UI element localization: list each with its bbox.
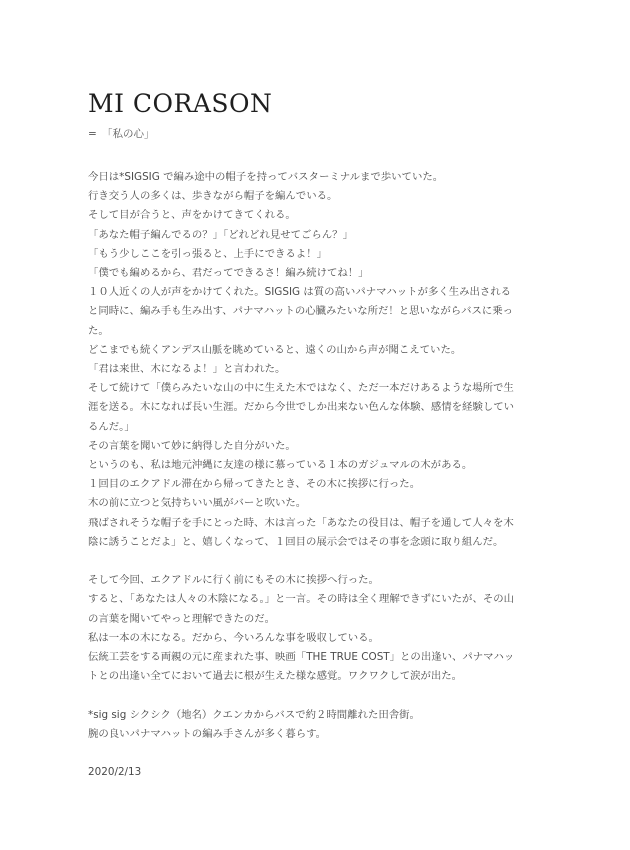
text-line: るんだ。」: [88, 420, 135, 433]
text-line: 「君は来世、木になるよ！」と言われた。: [88, 363, 286, 376]
paragraph-block-2: [88, 571, 558, 686]
post-date: 2020/2/13: [88, 766, 142, 779]
text-line: 行き交う人の多くは、歩きながら帽子を編んでいる。: [88, 190, 338, 203]
text-line: そして目が合うと、声をかけてきてくれる。: [88, 209, 296, 222]
text-line: 今日は*SIGSIG で編み途中の帽子を持ってバスターミナルまで歩いていた。: [88, 171, 444, 183]
page-title: MI CORASON: [88, 89, 273, 118]
text-line: と同時に、編み手も生み出す、パナマハットの心臓みたいな所だ！と思いながらバスに乗っ: [88, 305, 514, 318]
paragraph-block-1: [88, 168, 558, 552]
text-line: 木の前に立つと気持ちいい風がバーと吹いた。: [88, 497, 307, 510]
text-line: 私は一本の木になる。だから、今いろんな事を吸収している。: [88, 631, 379, 644]
text-line: どこまでも続くアンデス山脈を眺めていると、遠くの山から声が聞こえていた。: [88, 343, 462, 356]
text-line: というのも、私は地元沖縄に友達の様に慕っている１本のガジュマルの木がある。: [88, 459, 473, 472]
text-line: １０人近くの人が声をかけてくれた。SIGSIG は質の高いパナマハットが多く生み出される: [88, 286, 512, 299]
text-line: トとの出逢い全てにおいて過去に根が生えた様な感覚。ワクワクして涙が出た。: [88, 670, 463, 683]
text-line: 伝統工芸をする両親の元に産まれた事、映画「THE TRUE COST」との出逢い、パナマハッ: [88, 651, 515, 664]
text-line: すると、「あなたは人々の木陰になる。」と一言。その時は全く理解できずにいたが、その山: [88, 593, 515, 606]
footnote: [88, 706, 558, 744]
text-line: 「あなた帽子編んでるの？」「どれどれ見せてごらん？」: [88, 228, 353, 241]
text-line: の言葉を聞いてやっと理解できたのだ。: [88, 612, 276, 625]
text-line: その言葉を聞いて妙に納得した自分がいた。: [88, 439, 296, 452]
text-line: １回目のエクアドル滞在から帰ってきたとき、その木に挨拶に行った。: [88, 478, 421, 491]
text-line: 「もう少しここを引っ張ると、上手にできるよ！」: [88, 247, 327, 260]
text-line: 涯を送る。木になれば長い生涯。だから今世でしか出来ない色んな体験、感情を経験してい: [88, 401, 515, 414]
text-line: 陰に誘うことだよ」と、嬉しくなって、１回目の展示会ではその事を念頭に取り組んだ。: [88, 535, 504, 548]
text-line: そして続けて「僕らみたいな山の中に生えた木ではなく、ただ一本だけあるような場所で生: [88, 382, 514, 395]
text-line: 飛ばされそうな帽子を手にとった時、木は言った「あなたの役目は、帽子を通して人々を木: [88, 516, 514, 529]
text-line: そして今回、エクアドルに行く前にもその木に挨拶へ行った。: [88, 574, 379, 587]
text-line: た。: [88, 324, 109, 337]
footnote-line: *sig sig シクシク（地名）クエンカからバスで約２時間離れた田舎街。: [88, 708, 420, 721]
page-subtitle: = 「私の心」: [88, 128, 155, 140]
text-line: 「僕でも編めるから、君だってできるさ！編み続けてね！」: [88, 267, 369, 280]
paragraph-spacer: [88, 686, 558, 705]
paragraph-spacer: [88, 552, 558, 571]
article: [88, 88, 558, 782]
article-body: [88, 168, 558, 744]
footnote-line: 腕の良いパナマハットの編み手さんが多く暮らす。: [88, 727, 327, 740]
